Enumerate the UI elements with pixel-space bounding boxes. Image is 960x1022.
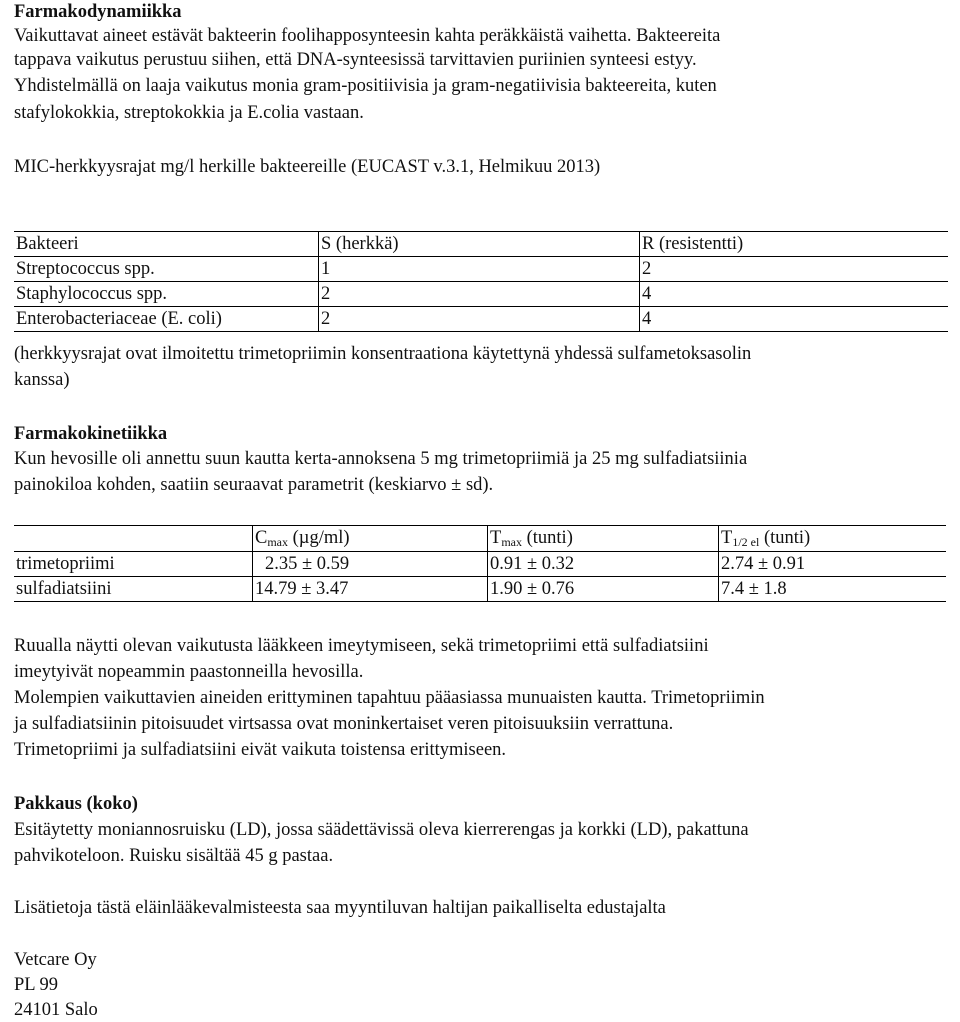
paragraph-line: Trimetopriimi ja sulfadiatsiini eivät vaikuta toistensa erittymiseen.: [14, 740, 507, 760]
table-cell-empty: [14, 526, 253, 552]
mic-note-line: kanssa): [14, 370, 70, 390]
paragraph-line: Ruualla näytti olevan vaikutusta lääkkeen imeytymiseen, sekä trimetopriimi että sulfadiatsiini: [14, 636, 709, 656]
address-po-box: PL 99: [14, 975, 59, 995]
table-cell: 4: [640, 307, 949, 332]
heading-farmakokinetiikka: Farmakokinetiikka: [14, 424, 168, 444]
column-header: S (herkkä): [319, 232, 640, 257]
mic-table: [14, 231, 948, 332]
pk-table: [14, 525, 946, 602]
address-company: Vetcare Oy: [14, 950, 97, 970]
paragraph-line: stafylokokkia, streptokokkia ja E.colia vastaan.: [14, 103, 364, 123]
column-header: Bakteeri: [14, 232, 319, 257]
table-cell: Staphylococcus spp.: [14, 282, 319, 307]
paragraph-line: imeytyivät nopeammin paastonneilla hevosilla.: [14, 662, 364, 682]
paragraph-line: Yhdistelmällä on laaja vaikutus monia gram-positiivisia ja gram-negatiivisia bakteereita, kuten: [14, 76, 717, 96]
table-cell: Streptococcus spp.: [14, 257, 319, 282]
paragraph-line: Molempien vaikuttavien aineiden erittyminen tapahtuu pääasiassa munuaisten kautta. Trimetopriimin: [14, 688, 765, 708]
table-cell: 4: [640, 282, 949, 307]
table-cell: 7.4 ± 1.8: [719, 577, 947, 602]
address-postal: 24101 Salo: [14, 1000, 98, 1020]
table-row: [14, 552, 946, 577]
table-header-row: [14, 232, 948, 257]
column-header-thalf: T1/2 el (tunti): [719, 526, 947, 552]
table-cell: trimetopriimi: [14, 552, 253, 577]
paragraph-line: ja sulfadiatsiinin pitoisuudet virtsassa ovat moninkertaiset veren pitoisuuksiin verrattuna.: [14, 714, 674, 734]
heading-pakkaus: Pakkaus (koko): [14, 794, 138, 814]
paragraph-line: painokiloa kohden, saatiin seuraavat parametrit (keskiarvo ± sd).: [14, 475, 494, 495]
paragraph-line: pahvikoteloon. Ruisku sisältää 45 g pastaa.: [14, 846, 334, 866]
column-header-cmax: Cmax (µg/ml): [253, 526, 488, 552]
mic-caption: MIC-herkkyysrajat mg/l herkille bakteereille (EUCAST v.3.1, Helmikuu 2013): [14, 157, 601, 177]
column-header-tmax: Tmax (tunti): [488, 526, 719, 552]
table-cell: 2: [640, 257, 949, 282]
table-row: [14, 307, 948, 332]
table-cell: 1: [319, 257, 640, 282]
table-cell: 2: [319, 282, 640, 307]
table-cell: 0.91 ± 0.32: [488, 552, 719, 577]
table-row: [14, 282, 948, 307]
heading-farmakodynamiikka: Farmakodynamiikka: [14, 2, 182, 22]
table-cell: sulfadiatsiini: [14, 577, 253, 602]
paragraph-line: tappava vaikutus perustuu siihen, että DNA-synteesissä tarvittavien puriinien synteesi estyy.: [14, 50, 697, 70]
paragraph-line: Esitäytetty moniannosruisku (LD), jossa säädettävissä oleva kierrerengas ja korkki (LD), pakattuna: [14, 820, 749, 840]
table-cell: 14.79 ± 3.47: [253, 577, 488, 602]
paragraph-line: Vaikuttavat aineet estävät bakteerin foolihapposynteesin kahta peräkkäistä vaihetta. Bakteereita: [14, 26, 721, 46]
lisatietoja-text: Lisätietoja tästä eläinlääkevalmisteesta saa myyntiluvan haltijan paikalliselta edustajalta: [14, 898, 666, 918]
table-cell: 2: [319, 307, 640, 332]
table-cell: 2.74 ± 0.91: [719, 552, 947, 577]
table-row: [14, 257, 948, 282]
table-cell: Enterobacteriaceae (E. coli): [14, 307, 319, 332]
table-row: [14, 577, 946, 602]
table-cell: 2.35 ± 0.59: [253, 552, 488, 577]
table-cell: 1.90 ± 0.76: [488, 577, 719, 602]
paragraph-line: Kun hevosille oli annettu suun kautta kerta-annoksena 5 mg trimetopriimiä ja 25 mg sulfadiatsiinia: [14, 449, 748, 469]
column-header: R (resistentti): [640, 232, 949, 257]
mic-note-line: (herkkyysrajat ovat ilmoitettu trimetopriimin konsentraationa käytettynä yhdessä sulfametoksasolin: [14, 344, 752, 364]
table-header-row: [14, 526, 946, 552]
